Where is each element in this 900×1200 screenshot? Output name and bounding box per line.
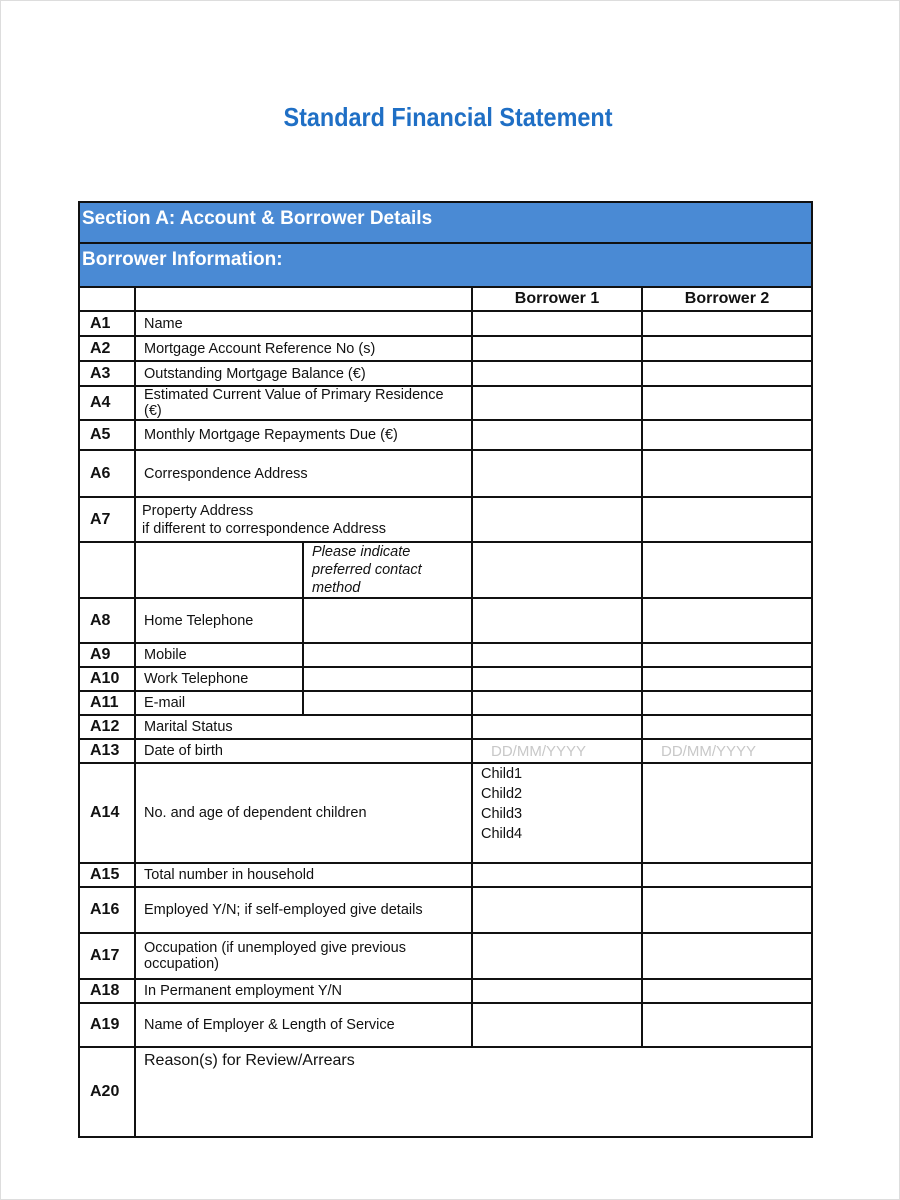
borrower-2-header: Borrower 2	[642, 287, 812, 311]
table-row-a12	[79, 715, 812, 739]
child-label: Child4	[481, 826, 523, 842]
child-label: Child1	[481, 766, 523, 782]
borrower-2-input[interactable]	[642, 715, 812, 739]
borrower-1-input[interactable]	[472, 887, 642, 933]
borrower-2-input[interactable]	[642, 667, 812, 691]
table-row-a17	[79, 933, 812, 979]
column-header-row	[79, 287, 812, 311]
row-label: In Permanent employment Y/N	[135, 979, 472, 1003]
table-row-a18	[79, 979, 812, 1003]
row-label: Name	[135, 311, 472, 336]
preferred-contact-input[interactable]	[303, 691, 472, 715]
borrower-1-contact-input[interactable]	[472, 542, 642, 598]
borrower-1-input[interactable]	[472, 715, 642, 739]
table-row-a1	[79, 311, 812, 336]
row-code: A17	[79, 933, 135, 979]
borrower-1-input[interactable]	[472, 691, 642, 715]
borrower-2-input[interactable]	[642, 863, 812, 887]
row-code: A4	[79, 386, 135, 420]
row-label: Employed Y/N; if self-employed give details	[135, 887, 472, 933]
row-label: Reason(s) for Review/Arrears	[135, 1047, 812, 1137]
table-row-a8	[79, 598, 812, 643]
row-code: A8	[79, 598, 135, 643]
empty-cell	[135, 287, 472, 311]
borrower-1-input[interactable]	[472, 336, 642, 361]
table-row-a13	[79, 739, 812, 763]
borrower-1-input[interactable]	[472, 667, 642, 691]
borrower-2-input[interactable]	[642, 311, 812, 336]
borrower-1-input[interactable]	[472, 1003, 642, 1047]
borrower-1-input[interactable]	[472, 450, 642, 497]
row-code: A7	[79, 497, 135, 542]
row-code: A14	[79, 763, 135, 863]
row-code: A16	[79, 887, 135, 933]
borrower-information-header: Borrower Information:	[79, 243, 812, 287]
borrower-2-input[interactable]	[642, 979, 812, 1003]
table-row-a6	[79, 450, 812, 497]
row-code: A10	[79, 667, 135, 691]
table-row-a2	[79, 336, 812, 361]
row-code: A18	[79, 979, 135, 1003]
borrower-1-header: Borrower 1	[472, 287, 642, 311]
row-code: A3	[79, 361, 135, 386]
borrower-1-input[interactable]	[472, 361, 642, 386]
borrower-2-input[interactable]	[642, 691, 812, 715]
row-label: No. and age of dependent children	[135, 763, 472, 863]
table-row-a5	[79, 420, 812, 450]
empty-cell	[79, 287, 135, 311]
row-code: A19	[79, 1003, 135, 1047]
preferred-contact-input[interactable]	[303, 667, 472, 691]
borrower-2-contact-input[interactable]	[642, 542, 812, 598]
table-row-a3	[79, 361, 812, 386]
row-label: Correspondence Address	[135, 450, 472, 497]
table-row-a14	[79, 763, 812, 863]
borrower-1-input[interactable]	[472, 420, 642, 450]
row-code: A11	[79, 691, 135, 715]
borrower-1-dob-input[interactable]: DD/MM/YYYY	[472, 739, 642, 763]
row-label	[135, 497, 472, 542]
borrower-1-input[interactable]	[472, 386, 642, 420]
table-row-a15	[79, 863, 812, 887]
table-row-a20	[79, 1047, 812, 1137]
borrower-2-input[interactable]	[642, 386, 812, 420]
borrower-2-input[interactable]	[642, 450, 812, 497]
borrower-2-input[interactable]	[642, 887, 812, 933]
contact-method-row	[79, 542, 812, 598]
document-title: Standard Financial Statement	[283, 102, 613, 132]
table-row-a19	[79, 1003, 812, 1047]
row-label: Work Telephone	[135, 667, 303, 691]
borrower-2-input[interactable]	[642, 1003, 812, 1047]
row-label: Outstanding Mortgage Balance (€)	[135, 361, 472, 386]
borrower-2-input[interactable]	[642, 361, 812, 386]
row-code: A15	[79, 863, 135, 887]
borrower-2-children-input[interactable]	[642, 763, 812, 863]
preferred-contact-input[interactable]	[303, 598, 472, 643]
preferred-contact-input[interactable]	[303, 643, 472, 667]
row-label: Name of Employer & Length of Service	[135, 1003, 472, 1047]
borrower-1-input[interactable]	[472, 643, 642, 667]
row-label: Date of birth	[135, 739, 472, 763]
row-code: A20	[79, 1047, 135, 1137]
row-code: A5	[79, 420, 135, 450]
borrower-1-children-input[interactable]	[472, 763, 642, 863]
row-code: A13	[79, 739, 135, 763]
table-row-a9	[79, 643, 812, 667]
row-label: E-mail	[135, 691, 303, 715]
table-row-a4	[79, 386, 812, 420]
row-code: A6	[79, 450, 135, 497]
table-row-a11	[79, 691, 812, 715]
row-label: Total number in household	[135, 863, 472, 887]
borrower-1-input[interactable]	[472, 311, 642, 336]
row-label-sub: if different to correspondence Address	[142, 520, 386, 537]
borrower-2-input[interactable]	[642, 497, 812, 542]
row-label: Estimated Current Value of Primary Residence (€)	[135, 386, 472, 420]
row-code: A1	[79, 311, 135, 336]
borrower-2-input[interactable]	[642, 933, 812, 979]
section-a-header: Section A: Account & Borrower Details	[79, 202, 812, 243]
row-label: Mobile	[135, 643, 303, 667]
borrower-1-input[interactable]	[472, 863, 642, 887]
empty-cell	[79, 542, 135, 598]
table-row-a10	[79, 667, 812, 691]
row-code: A2	[79, 336, 135, 361]
borrower-1-input[interactable]	[472, 497, 642, 542]
row-label-main: Property Address	[142, 502, 254, 519]
borrower-2-input[interactable]	[642, 420, 812, 450]
row-code: A12	[79, 715, 135, 739]
borrower-2-input[interactable]	[642, 336, 812, 361]
empty-cell	[135, 542, 303, 598]
borrower-1-input[interactable]	[472, 979, 642, 1003]
borrower-2-input[interactable]	[642, 598, 812, 643]
child-label: Child3	[481, 806, 523, 822]
row-label: Occupation (if unemployed give previous occupation)	[135, 933, 472, 979]
row-label: Marital Status	[135, 715, 472, 739]
borrower-1-input[interactable]	[472, 933, 642, 979]
borrower-details-table	[78, 201, 813, 1138]
borrower-1-input[interactable]	[472, 598, 642, 643]
row-code: A9	[79, 643, 135, 667]
contact-method-note: Please indicate preferred contact method	[303, 542, 472, 598]
row-label: Monthly Mortgage Repayments Due (€)	[135, 420, 472, 450]
row-label: Mortgage Account Reference No (s)	[135, 336, 472, 361]
table-row-a7	[79, 497, 812, 542]
row-label: Home Telephone	[135, 598, 303, 643]
borrower-2-dob-input[interactable]: DD/MM/YYYY	[642, 739, 812, 763]
borrower-2-input[interactable]	[642, 643, 812, 667]
table-row-a16	[79, 887, 812, 933]
child-label: Child2	[481, 786, 523, 802]
